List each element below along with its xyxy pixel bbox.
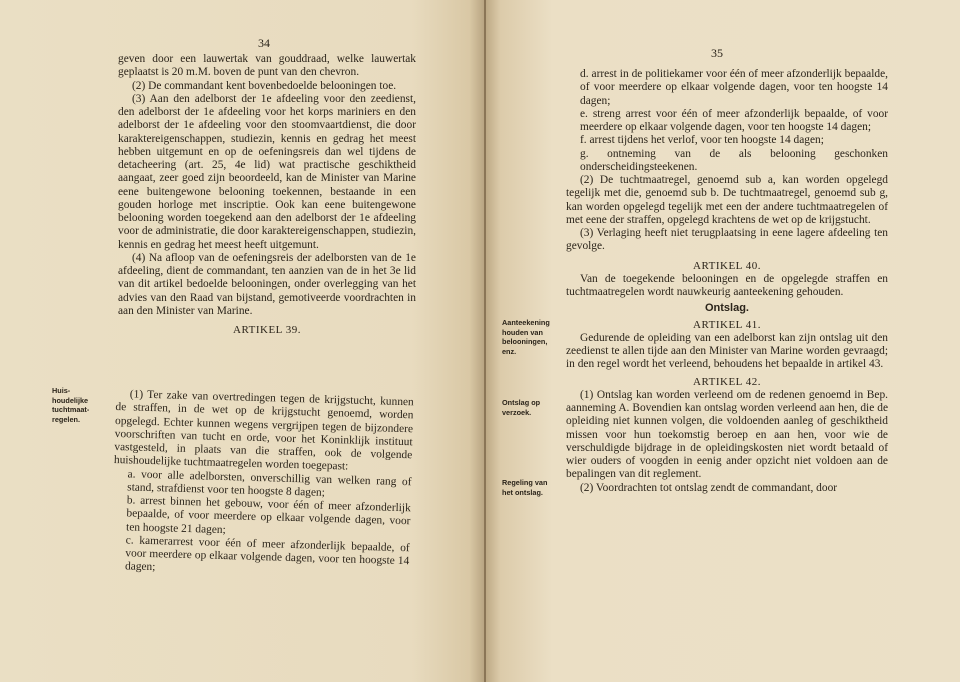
paragraph: (2) De tuchtmaatregel, genoemd sub a, kan worden opgelegd tegelijk met die, genoemd sub b. De tuchtmaatregel, genoemd sub g, kan worden opgelegd tegelijk met een der andere tuchtmaatregelen of met eene der straffen, opgelegd krachtens de wet op de krijgstucht. [566,174,888,226]
list-item: c. kamerarrest voor één of meer afzonderlijk bepaalde, of voor meerdere op elkaar volgende dagen, voor ten hoogste 14 dagen; [124,534,410,574]
side-note-ontslag-op-verzoek: Ontslag op verzoek. [502,398,541,417]
artikel-39-text [111,388,414,582]
list-item: a. voor alle adelborsten, onverschillig van welken rang of stand, strafdienst voor ten hoogste 8 dagen; [127,467,412,499]
right-page [486,0,960,682]
paragraph: (3) Aan den adelborst der 1e afdeeling voor den zeedienst, den adelborst der 1e afdeeling voor het korps mariniers en den adelborst der 1e afdeeling voor den stoomvaartdienst, die door karaktereigenschappen, studiezin, kennis en gedrag het meest hebben uitgemunt en op de oefeningsreis dan wel tijdens de detacheering (art. 25, 4e lid) wat practische geschiktheid aangaat, zeer goed zijn beoordeeld, kan de Minister van Marine eene buitengewone belooning toekennen, bestaande in een gouden horloge met inscriptie. Ook kan eene buitengewone belooning worden toegekend aan den adelborst der 1e afdeeling voor de administratie, die door karaktereigenschappen, studiezin, kennis en gedrag het meest heeft uitgemunt. [118,92,416,251]
artikel-40-text: Van de toegekende belooningen en de opgelegde straffen en tuchtmaatregelen wordt nauwkeurig aanteekening gehouden. [566,272,888,298]
right-text-top [566,68,888,495]
list-item: e. streng arrest voor één of meer afzonderlijk bepaalde, of voor meerdere op elkaar volgende dagen, voor ten hoogste 14 dagen; [580,107,888,133]
paragraph: (1) Ter zake van overtredingen tegen de krijgstucht, kunnen de straffen, in de wet op de krijgstucht genoemd, worden opgelegd. Echter kunnen wegens vergrijpen tegen de bijzondere voorschriften van tucht en orde, voor het Koninklijk instituut vastgesteld, in plaats van die straffen, ook de volgende huishoudelijke tuchtmaatregelen worden toegepast: [113,388,414,473]
side-note-regeling-ontslag: Regeling van het ontslag. [502,478,548,497]
artikel-42-heading: ARTIKEL 42. [693,375,761,388]
paragraph: (3) Verlaging heeft niet terugplaatsing in eene lagere afdeeling ten gevolge. [566,227,888,253]
paragraph: geven door een lauwertak van gouddraad, welke lauwertak geplaatst is 20 m.M. boven de punt van den chevron. [118,53,416,79]
page-number: 34 [258,36,270,50]
artikel-41-text: Gedurende de opleiding van een adelborst kan zijn ontslag uit den zeedienst te allen tijde aan den Minister van Marine worden gevraagd; in den regel wordt het verleend, behoudens het bepaalde in artikel 43. [566,331,888,371]
side-note-aanteekening: Aanteekening houden van belooningen, enz. [502,318,550,356]
paragraph: (2) De commandant kent bovenbedoelde belooningen toe. [132,79,397,92]
artikel-40-heading: ARTIKEL 40. [693,259,761,272]
list-item: g. ontneming van de als belooning geschonken onderscheidingsteekenen. [580,147,888,173]
paragraph: (4) Na afloop van de oefeningsreis der adelborsten van de 1e afdeeling, dient de commandant, ten aanzien van de in het 3e lid van dit artikel bedoelde belooningen, onder overlegging van het advies van den Raad van bijstand, gemotiveerde voordrachten in aan den Minister van Marine. [118,251,416,317]
ontslag-heading: Ontslag. [704,302,749,315]
paragraph: (2) Voordrachten tot ontslag zendt de commandant, door [580,481,838,494]
artikel-41-heading: ARTIKEL 41. [693,318,761,331]
left-text-block [118,53,416,337]
list-item: b. arrest binnen het gebouw, voor één of meer afzonderlijk bepaalde, of voor meerdere op elkaar volgende dagen, voor ten hoogste 21 dagen; [125,494,411,536]
page-number: 35 [711,46,723,60]
side-note-huishoudelijke: Huis-houdelijke tuchtmaat-regelen. [52,386,90,424]
artikel-39-heading: ARTIKEL 39. [233,324,301,336]
list-item: d. arrest in de politiekamer voor één of meer afzonderlijk bepaalde, of voor meerdere op elkaar volgende dagen, voor ten hoogste 14 dagen; [580,68,888,107]
paragraph: (1) Ontslag kan worden verleend om de redenen genoemd in Bep. aanneming A. Bovendien kan ontslag worden verleend aan hen, die de opleiding niet kunnen volgen, die voldoenden aanleg of geschiktheid missen voor hun toekomstig beroep en aan hen, voor wie de verschuldigde bijdrage in de opleidingskosten niet wordt betaald of wier ouders of voogden in eenig ander opzicht niet voldoen aan de bepalingen van dit reglement. [566,388,888,481]
list-item: f. arrest tijdens het verlof, voor ten hoogste 14 dagen; [580,134,824,147]
